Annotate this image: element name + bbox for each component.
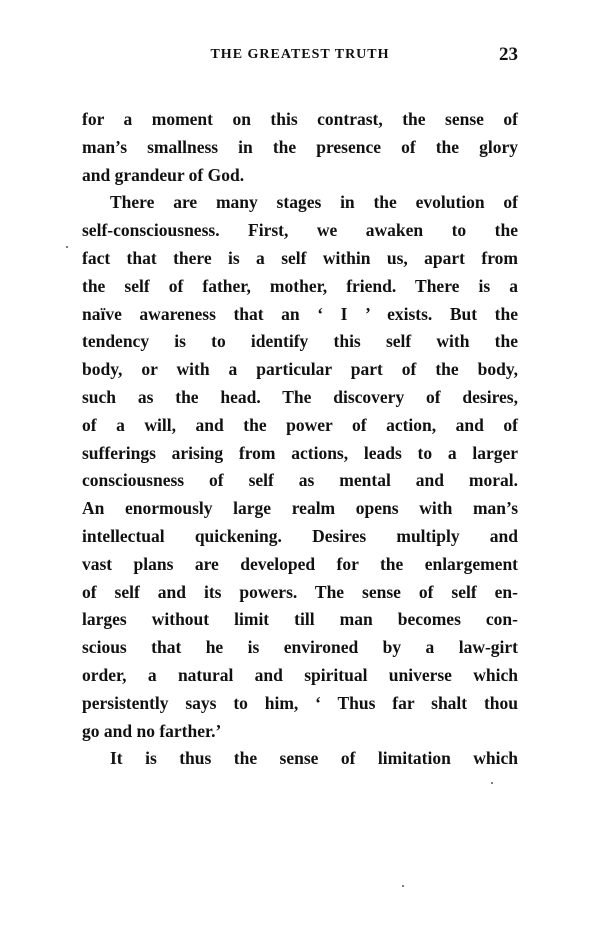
page-number: 23 — [499, 44, 518, 65]
text-line: such as the head. The discovery of desires, — [82, 386, 518, 407]
text-line: of self and its powers. The sense of self en- — [82, 581, 518, 602]
text-line: It is thus the sense of limitation which — [110, 748, 518, 769]
text-line: consciousness of self as mental and moral. — [82, 470, 518, 491]
text-line: There are many stages in the evolution of — [110, 192, 518, 213]
text-line: An enormously large realm opens with man’s — [82, 498, 518, 519]
text-line: tendency is to identify this self with the — [82, 331, 518, 352]
text-line: intellectual quickening. Desires multiply and — [82, 525, 518, 546]
text-line: of a will, and the power of action, and of — [82, 414, 518, 435]
text-line: for a moment on this contrast, the sense of — [82, 109, 518, 129]
scan-speck — [491, 782, 493, 784]
scan-speck — [402, 885, 404, 887]
text-line: larges without limit till man becomes con- — [82, 609, 518, 630]
text-line: the self of father, mother, friend. There is a — [82, 275, 518, 296]
text-line: fact that there is a self within us, apart from — [82, 247, 518, 268]
text-line: go and no farther.’ — [82, 720, 222, 741]
scan-speck — [66, 246, 68, 248]
running-title: THE GREATEST TRUTH — [210, 47, 390, 62]
text-line: self-consciousness. First, we awaken to the — [82, 220, 518, 241]
text-line: body, or with a particular part of the body, — [82, 359, 518, 380]
text-line: and grandeur of God. — [82, 164, 245, 185]
text-line: persistently says to him, ‘ Thus far shalt thou — [82, 692, 518, 713]
page-header — [82, 44, 518, 68]
text-line: naïve awareness that an ‘ I ’ exists. But the — [82, 303, 518, 324]
text-line: vast plans are developed for the enlargement — [82, 553, 518, 574]
text-line: man’s smallness in the presence of the glory — [82, 136, 518, 157]
text-line: sufferings arising from actions, leads to a larger — [82, 442, 518, 463]
text-line: scious that he is environed by a law-girt — [82, 637, 518, 658]
text-line: order, a natural and spiritual universe which — [82, 664, 518, 685]
page-body-text — [82, 106, 518, 773]
